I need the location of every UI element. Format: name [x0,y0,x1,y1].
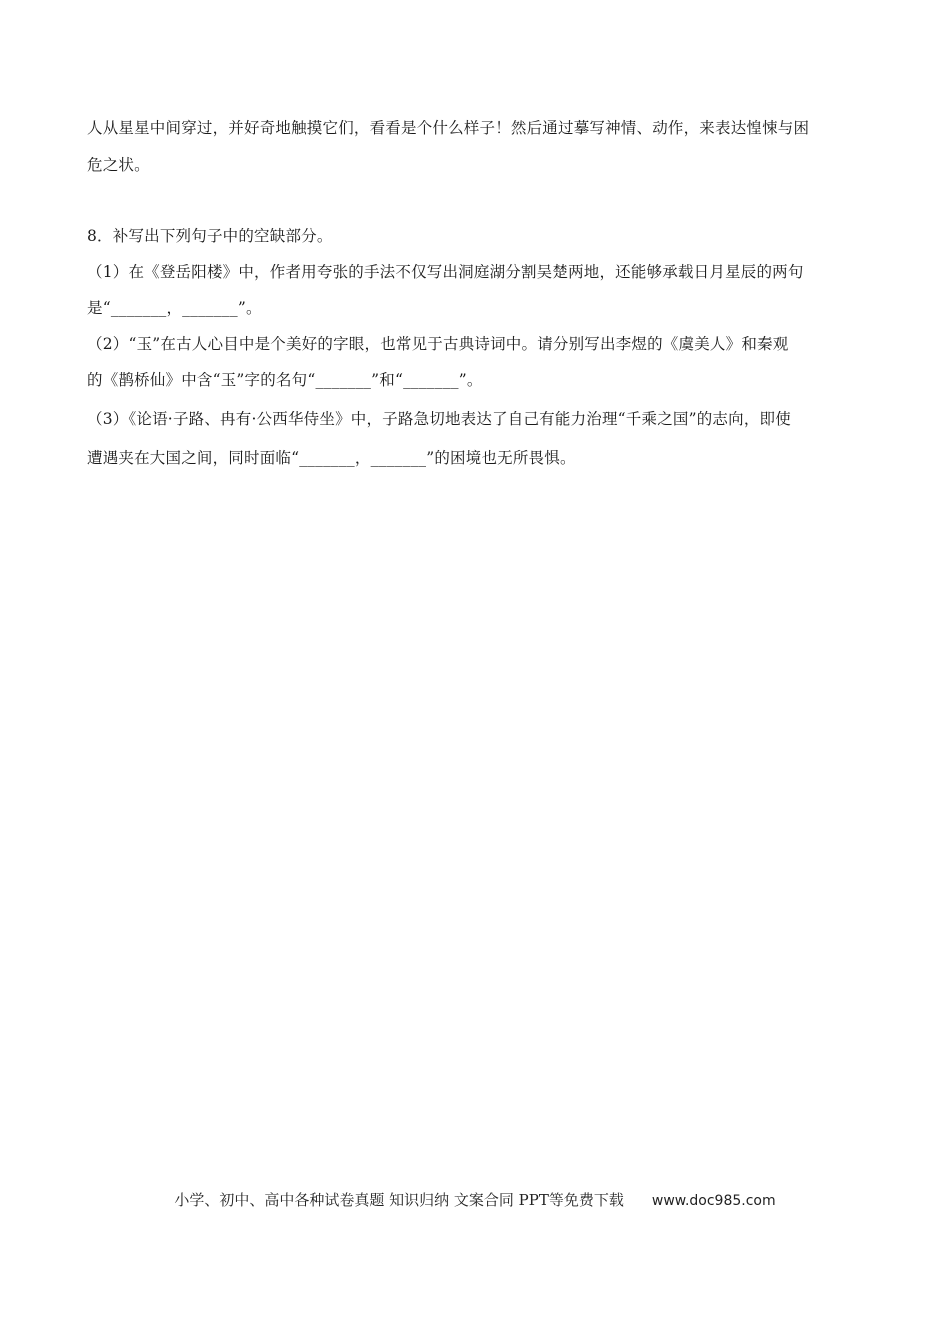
page-footer [0,1190,950,1211]
question-8-part-2-line-2: 的《鹊桥仙》中含“玉”字的名句“_______”和“_______”。 [87,371,483,389]
question-8-part-3-line-1: （3）《论语·子路、冉有·公西华侍坐》中，子路急切地表达了自己有能力治理“千乘之国”的志向，即使 [87,410,791,428]
question-8-title: 8．补写出下列句子中的空缺部分。 [87,227,333,245]
question-8-part-2-line-1: （2）“玉”在古人心目中是个美好的字眼，也常见于古典诗词中。请分别写出李煜的《虞美人》和秦观 [87,335,789,353]
footer-text: 小学、初中、高中各种试卷真题 知识归纳 文案合同 PPT等免费下载 [174,1191,624,1209]
continuation-line-2: 危之状。 [87,156,150,174]
continuation-line-1: 人从星星中间穿过，并好奇地触摸它们，看看是个什么样子！然后通过摹写神情、动作，来表达惶悚与困 [87,119,810,137]
question-8-part-1-line-2: 是“_______，_______”。 [87,299,262,317]
footer-url: www.doc985.com [651,1193,776,1209]
question-8-part-3-line-2: 遭遇夹在大国之间，同时面临“_______，_______”的困境也无所畏惧。 [87,449,576,467]
question-8-part-1-line-1: （1）在《登岳阳楼》中，作者用夸张的手法不仅写出洞庭湖分割吴楚两地，还能够承载日月星辰的两句 [87,263,804,281]
